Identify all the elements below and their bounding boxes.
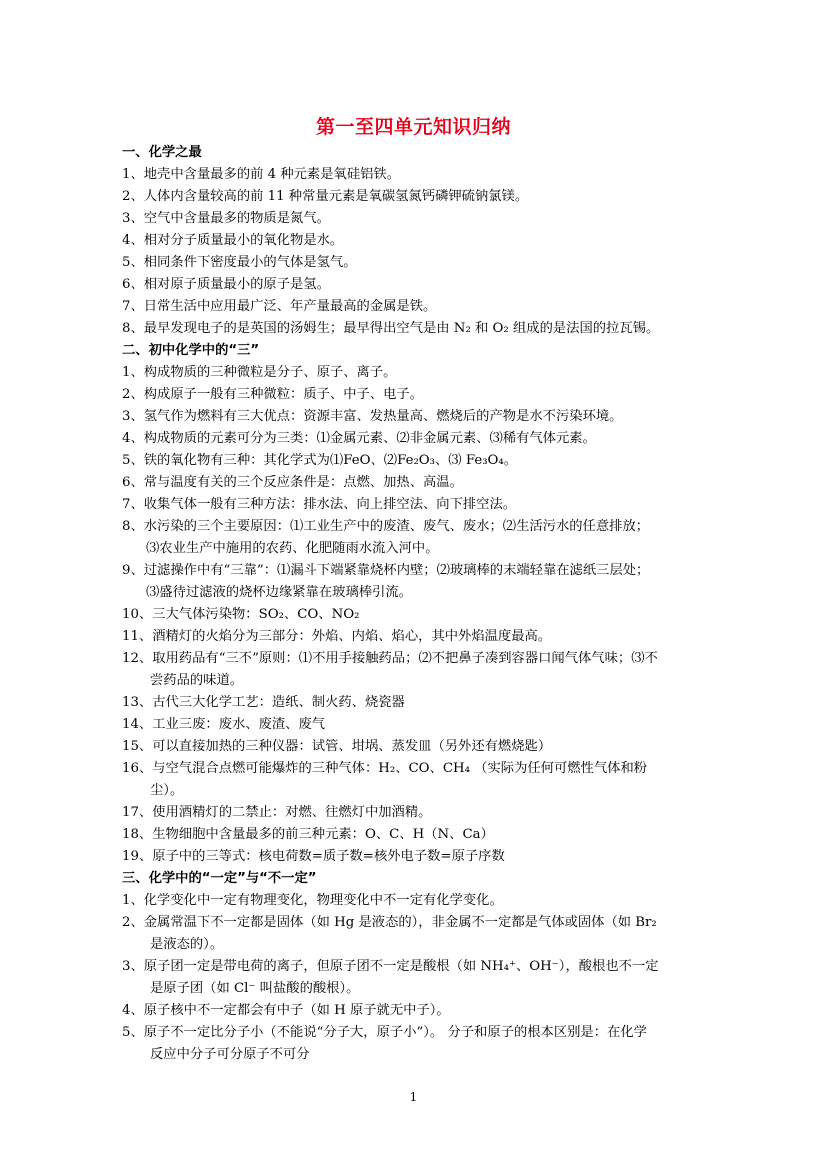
section-heading: 三、化学中的“一定”与“不一定”	[122, 871, 317, 886]
list-item: 8、最早发现电子的是英国的汤姆生；最早得出空气是由 N₂ 和 O₂ 组成的是法国的拉瓦锡。	[122, 321, 660, 336]
section-heading: 一、化学之最	[122, 145, 202, 160]
list-item: 3、氢气作为燃料有三大优点：资源丰富、发热量高、燃烧后的产物是水不污染环境。	[122, 409, 623, 424]
list-item: 4、构成物质的元素可分为三类：⑴金属元素、⑵非金属元素、⑶稀有气体元素。	[122, 431, 596, 446]
list-item: 13、古代三大化学工艺：造纸、制火药、烧瓷器	[122, 695, 405, 710]
list-item-continuation: 尘）。	[150, 783, 184, 798]
list-item: 5、相同条件下密度最小的气体是氢气。	[122, 255, 357, 270]
list-item: 19、原子中的三等式：核电荷数=质子数=核外电子数=原子序数	[122, 849, 505, 864]
list-item: 4、相对分子质量最小的氧化物是水。	[122, 233, 344, 248]
list-item: 7、收集气体一般有三种方法：排水法、向上排空法、向下排空法。	[122, 497, 517, 512]
list-item-continuation: 尝药品的味道。	[150, 673, 244, 688]
page-title: 第一至四单元知识归纳	[315, 116, 511, 138]
list-item-continuation: 是原子团（如 Cl⁻ 叫盐酸的酸根）。	[150, 981, 360, 996]
list-item-continuation: ⑶盛待过滤液的烧杯边缘紧靠在玻璃棒引流。	[146, 585, 412, 600]
list-item: 5、原子不一定比分子小（不能说“分子大，原子小”）。 分子和原子的根本区别是：在化学	[122, 1025, 647, 1040]
section-heading: 二、初中化学中的“三”	[122, 343, 260, 358]
document-body	[122, 142, 712, 1066]
list-item: 1、化学变化中一定有物理变化，物理变化中不一定有化学变化。	[122, 893, 503, 908]
list-item: 16、与空气混合点燃可能爆炸的三种气体：H₂、CO、CH₄ （实际为任何可燃性气体和粉	[122, 761, 648, 776]
list-item: 10、三大气体污染物：SO₂、CO、NO₂	[122, 607, 360, 622]
list-item: 7、日常生活中应用最广泛、年产量最高的金属是铁。	[122, 299, 437, 314]
list-item: 3、原子团一定是带电荷的离子，但原子团不一定是酸根（如 NH₄⁺、OH⁻），酸根也不一定	[122, 959, 659, 974]
list-item: 15、可以直接加热的三种仪器：试管、坩埚、蒸发皿（另外还有燃烧匙）	[122, 739, 552, 754]
list-item: 11、酒精灯的火焰分为三部分：外焰、内焰、焰心，其中外焰温度最高。	[122, 629, 552, 644]
list-item: 12、取用药品有“三不”原则：⑴不用手接触药品；⑵不把鼻子凑到容器口闻气体气味；⑶不	[122, 651, 658, 666]
list-item: 6、常与温度有关的三个反应条件是：点燃、加热、高温。	[122, 475, 463, 490]
list-item: 2、金属常温下不一定都是固体（如 Hg 是液态的），非金属不一定都是气体或固体（如 Br₂	[122, 915, 657, 930]
page-number: 1	[409, 1090, 418, 1104]
list-item: 8、水污染的三个主要原因：⑴工业生产中的废渣、废气、废水；⑵生活污水的任意排放；	[122, 519, 650, 534]
list-item: 1、地壳中含量最多的前 4 种元素是氧硅铝铁。	[122, 167, 401, 182]
list-item: 6、相对原子质量最小的原子是氢。	[122, 277, 330, 292]
list-item: 14、工业三废：废水、废渣、废气	[122, 717, 326, 732]
list-item: 4、原子核中不一定都会有中子（如 H 原子就无中子）。	[122, 1003, 450, 1018]
list-item-continuation: ⑶农业生产中施用的农药、化肥随雨水流入河中。	[146, 541, 439, 556]
list-item: 17、使用酒精灯的二禁止：对燃、往燃灯中加酒精。	[122, 805, 432, 820]
list-item-continuation: 反应中分子可分原子不可分	[150, 1047, 310, 1062]
list-item: 3、空气中含量最多的物质是氮气。	[122, 211, 330, 226]
list-item-continuation: 是液态的）。	[150, 937, 224, 952]
list-item: 5、铁的氧化物有三种：其化学式为⑴FeO、⑵Fe₂O₃、⑶ Fe₃O₄。	[122, 453, 518, 468]
list-item: 2、人体内含量较高的前 11 种常量元素是氧碳氢氮钙磷钾硫钠氯镁。	[122, 189, 529, 204]
list-item: 9、过滤操作中有“三靠”：⑴漏斗下端紧靠烧杯内壁；⑵玻璃棒的末端轻靠在滤纸三层处；	[122, 563, 650, 578]
list-item: 1、构成物质的三种微粒是分子、原子、离子。	[122, 365, 397, 380]
list-item: 18、生物细胞中含量最多的前三种元素：O、C、H（N、Ca）	[122, 827, 494, 842]
list-item: 2、构成原子一般有三种微粒：质子、中子、电子。	[122, 387, 423, 402]
